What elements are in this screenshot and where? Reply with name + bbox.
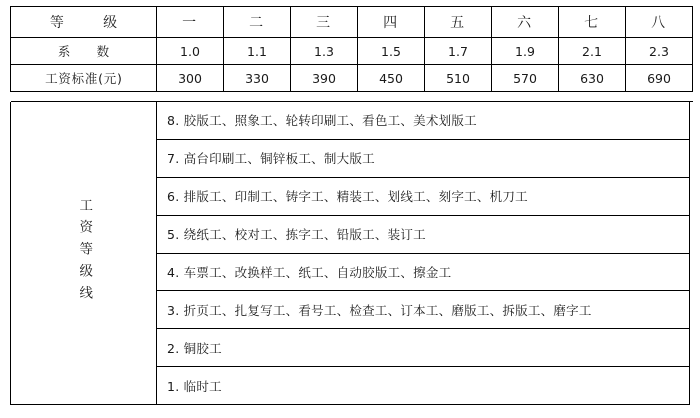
list-item: 8. 胶版工、照象工、轮转印刷工、看色工、美术划版工 <box>157 102 689 140</box>
header-level-7: 七 <box>559 7 626 38</box>
divider-cell <box>11 92 693 102</box>
list-item: 3. 折页工、扎复写工、看号工、检查工、订本工、磨版工、拆版工、磨字工 <box>157 291 689 329</box>
header-level-3: 三 <box>291 7 358 38</box>
list-item: 4. 车票工、改换样工、纸工、自动胶版工、擦金工 <box>157 254 689 292</box>
wage-2: 330 <box>224 65 291 92</box>
wage-grade-line-label: 工资等级线 <box>76 198 93 308</box>
wage-grade-table-sheet <box>0 6 700 418</box>
header-level-2: 二 <box>224 7 291 38</box>
coefficient-4: 1.5 <box>358 38 425 65</box>
wage-3: 390 <box>291 65 358 92</box>
list-item: 2. 铜胶工 <box>157 329 689 367</box>
list-item: 5. 绕纸工、校对工、拣字工、铅版工、装订工 <box>157 216 689 254</box>
coefficient-3: 1.3 <box>291 38 358 65</box>
wage-coefficient-table <box>10 6 693 102</box>
header-level-8: 八 <box>626 7 693 38</box>
header-level-1: 一 <box>157 7 224 38</box>
header-level-6: 六 <box>492 7 559 38</box>
table-row <box>11 38 693 65</box>
list-item: 1. 临时工 <box>167 378 222 394</box>
coefficient-2: 1.1 <box>224 38 291 65</box>
wage-4: 450 <box>358 65 425 92</box>
list-item: 7. 高台印刷工、铜锌板工、制大版工 <box>157 140 689 178</box>
row-label-coefficient: 系 数 <box>11 38 157 65</box>
coefficient-8: 2.3 <box>626 38 693 65</box>
list-item: 6. 排版工、印制工、铸字工、精装工、划线工、刻字工、机刀工 <box>157 178 689 216</box>
section-divider <box>11 92 693 102</box>
header-level-5: 五 <box>425 7 492 38</box>
table-row <box>11 65 693 92</box>
grade-list <box>157 102 689 404</box>
wage-5: 510 <box>425 65 492 92</box>
coefficient-1: 1.0 <box>157 38 224 65</box>
wage-6: 570 <box>492 65 559 92</box>
header-label-grade: 等 级 <box>11 7 157 38</box>
wage-8: 690 <box>626 65 693 92</box>
coefficient-6: 1.9 <box>492 38 559 65</box>
wage-1: 300 <box>157 65 224 92</box>
table-header-row <box>11 7 693 38</box>
wage-grade-line-section <box>10 102 690 405</box>
coefficient-5: 1.7 <box>425 38 492 65</box>
row-label-wage-standard: 工资标准(元) <box>11 65 157 92</box>
wage-7: 630 <box>559 65 626 92</box>
header-level-4: 四 <box>358 7 425 38</box>
coefficient-7: 2.1 <box>559 38 626 65</box>
vertical-label-cell <box>11 102 157 404</box>
